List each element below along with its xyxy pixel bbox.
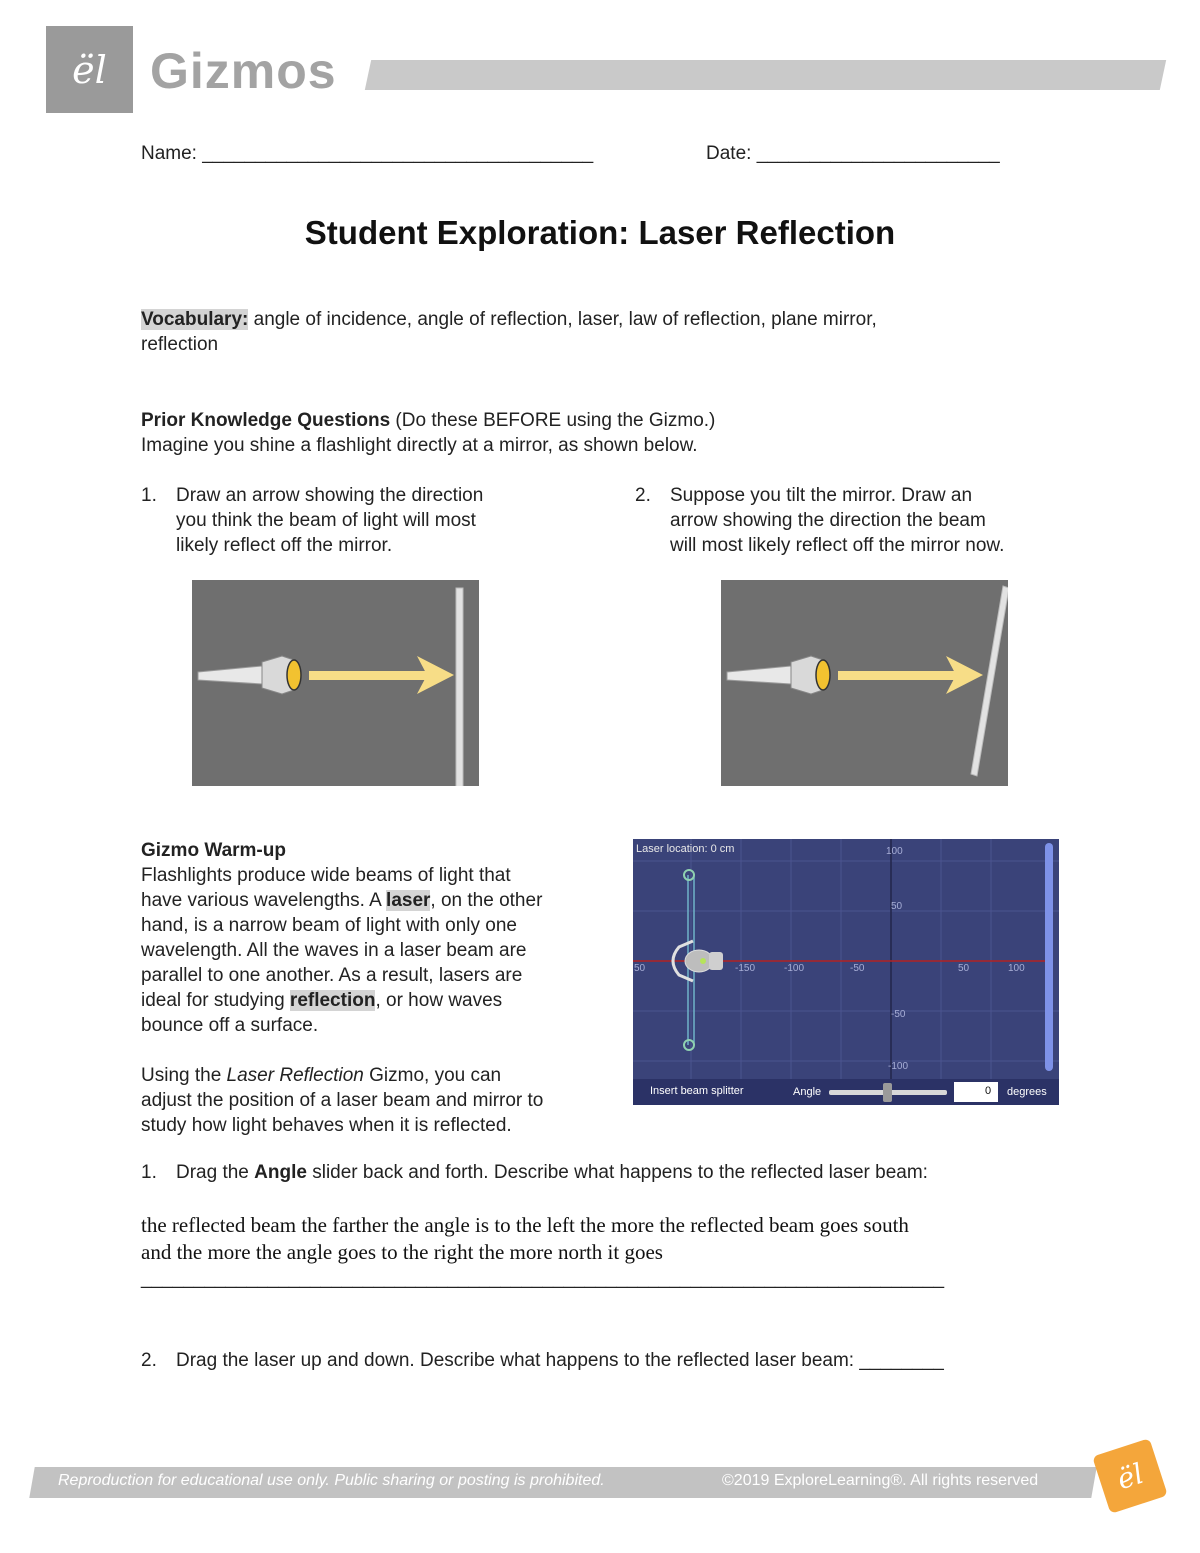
header-bar <box>365 60 1166 90</box>
prior-knowledge-note: (Do these BEFORE using the Gizmo.) <box>390 410 716 431</box>
explorelearning-corner-logo <box>1092 1438 1168 1514</box>
date-field[interactable]: Date: _______________________ <box>706 143 1000 164</box>
warmup-text: hand, is a narrow beam of light with only one <box>141 915 517 936</box>
flashlight-mirror-figure <box>192 580 479 786</box>
question-number: 1. <box>141 485 157 506</box>
question-2 <box>141 1348 1101 1373</box>
explorelearning-logo <box>46 26 133 113</box>
y-tick-label: 100 <box>886 846 903 857</box>
flashlight-icon <box>198 656 301 694</box>
warmup-text: adjust the position of a laser beam and mirror to <box>141 1090 544 1111</box>
gizmo-name: Laser Reflection <box>226 1065 364 1086</box>
insert-beam-splitter-button[interactable]: Insert beam splitter <box>650 1085 744 1097</box>
warmup-text: , on the other <box>430 890 543 911</box>
warmup-text: wavelength. All the waves in a laser beam are <box>141 940 527 961</box>
prior-question-1 <box>141 483 561 558</box>
x-tick-label: 100 <box>1008 963 1025 974</box>
answer-line: and the more the angle goes to the right the more north it goes <box>141 1240 663 1264</box>
gizmo-grid <box>633 839 1059 1105</box>
angle-slider-thumb <box>883 1083 892 1102</box>
x-tick-label: 50 <box>958 963 970 974</box>
question-1-answer[interactable] <box>141 1212 1141 1266</box>
prior-knowledge-heading: Prior Knowledge Questions <box>141 410 391 431</box>
vocabulary-section <box>141 307 1041 357</box>
reflection-vocab-word: reflection <box>289 990 376 1011</box>
question-text-line: likely reflect off the mirror. <box>176 535 393 556</box>
flashlight-tilted-mirror-figure <box>721 580 1008 786</box>
question-text-line: arrow showing the direction the beam <box>670 510 986 531</box>
question-number: 2. <box>141 1350 157 1371</box>
tilted-mirror <box>971 586 1008 776</box>
question-text-line: Draw an arrow showing the direction <box>176 485 484 506</box>
warmup-text: , or how waves <box>375 990 503 1011</box>
laser-vocab-word: laser <box>386 890 431 911</box>
question-text-line: will most likely reflect off the mirror now. <box>670 535 1005 556</box>
warmup-text: parallel to one another. As a result, lasers are <box>141 965 523 986</box>
answer-rule: ____________________________________________________________________________ <box>141 1268 945 1289</box>
plane-mirror <box>456 588 463 786</box>
mirror-bar <box>1045 843 1053 1071</box>
question-number: 1. <box>141 1162 157 1183</box>
warmup-text: study how light behaves when it is reflected. <box>141 1115 512 1136</box>
warmup-text: Gizmo, you can <box>363 1065 502 1086</box>
flashlight-icon <box>727 656 830 694</box>
warmup-text: have various wavelengths. A <box>141 890 387 911</box>
degrees-label: degrees <box>1007 1086 1047 1098</box>
footer-disclaimer: Reproduction for educational use only. Public sharing or posting is prohibited. <box>58 1472 605 1489</box>
laser-device <box>673 870 723 1050</box>
angle-keyword: Angle <box>254 1162 307 1183</box>
warmup-text: bounce off a surface. <box>141 1015 319 1036</box>
footer-copyright: ©2019 ExploreLearning®. All rights reserved <box>722 1472 1039 1489</box>
question-text: slider back and forth. Describe what happens to the reflected laser beam: <box>306 1162 928 1183</box>
y-tick-label: -50 <box>891 1009 906 1020</box>
angle-value[interactable]: 0 <box>985 1085 992 1097</box>
angle-input-box <box>954 1082 998 1102</box>
laser-top-handle <box>684 870 694 880</box>
warmup-text: Using the <box>141 1065 227 1086</box>
x-tick-label: -100 <box>784 963 805 974</box>
laser-location-readout: Laser location: 0 cm <box>636 843 735 855</box>
prior-knowledge-section <box>141 408 1041 458</box>
question-1 <box>141 1160 1101 1185</box>
warmup-text: ideal for studying <box>141 990 290 1011</box>
vocabulary-text: angle of incidence, angle of reflection, laser, law of reflection, plane mirror, <box>248 309 877 330</box>
question-text: Drag the laser up and down. Describe what happens to the reflected laser beam: ________ <box>176 1350 944 1371</box>
corner-logo-mark: ël <box>1112 1456 1148 1496</box>
brand-name: Gizmos <box>150 43 337 99</box>
page-title: Student Exploration: Laser Reflection <box>304 214 896 251</box>
flashlight-mirror-drawing <box>192 580 479 786</box>
warmup-section <box>141 838 611 1138</box>
question-number: 2. <box>635 485 651 506</box>
warmup-heading: Gizmo Warm-up <box>141 840 286 861</box>
prior-knowledge-intro: Imagine you shine a flashlight directly at a mirror, as shown below. <box>141 435 698 456</box>
light-beam-arrow <box>838 656 983 694</box>
y-tick-label: -100 <box>888 1061 909 1072</box>
logo-mark: ël <box>72 47 107 92</box>
question-text: Drag the <box>176 1162 255 1183</box>
x-tick-label: -50 <box>850 963 865 974</box>
name-field[interactable]: Name: _____________________________________ <box>141 143 594 164</box>
answer-line: the reflected beam the farther the angle is to the left the more the reflected beam goes south <box>141 1213 909 1237</box>
vocabulary-label: Vocabulary: <box>141 309 249 330</box>
x-tick-label: 50 <box>634 963 646 974</box>
vocabulary-text-cont: reflection <box>141 334 219 355</box>
angle-label: Angle <box>793 1086 822 1098</box>
flashlight-tilted-mirror-drawing <box>721 580 1008 786</box>
gizmo-simulation-panel <box>633 839 1059 1105</box>
question-text-line: you think the beam of light will most <box>176 510 476 531</box>
y-tick-label: 50 <box>891 901 903 912</box>
question-text-line: Suppose you tilt the mirror. Draw an <box>670 485 973 506</box>
light-beam-arrow <box>309 656 454 694</box>
laser-bottom-handle <box>684 1040 694 1050</box>
x-tick-label: -150 <box>735 963 756 974</box>
prior-question-2 <box>635 483 1075 558</box>
warmup-text: Flashlights produce wide beams of light that <box>141 865 511 886</box>
